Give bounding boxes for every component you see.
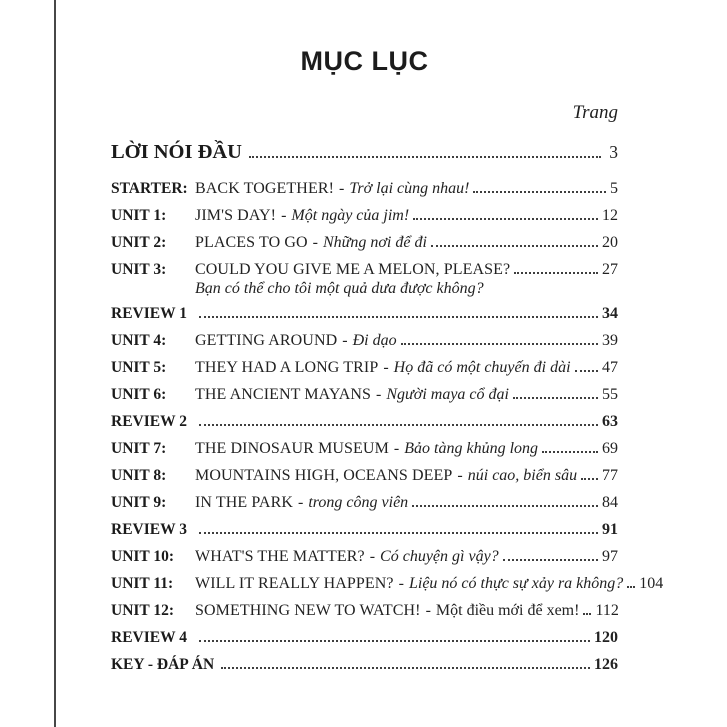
toc-entry bbox=[111, 489, 618, 516]
toc-entry-preface bbox=[111, 139, 618, 166]
entry-page-number: 20 bbox=[602, 234, 618, 251]
dot-leader bbox=[431, 245, 598, 247]
entry-separator: - bbox=[393, 440, 400, 457]
entry-label: UNIT 9: bbox=[111, 494, 167, 511]
dot-leader bbox=[581, 478, 598, 480]
toc-entry bbox=[111, 354, 618, 381]
entry-title-en: WHAT'S THE MATTER? bbox=[195, 548, 365, 565]
toc-entry bbox=[111, 327, 618, 354]
entry-page-number: 112 bbox=[595, 602, 619, 619]
entry-label: REVIEW 1 bbox=[111, 305, 187, 322]
entry-label: UNIT 1: bbox=[111, 207, 167, 224]
toc-list bbox=[111, 175, 664, 678]
toc-entry-review bbox=[111, 516, 618, 543]
toc-entry-review bbox=[111, 408, 618, 435]
entry-page-number: 5 bbox=[610, 180, 618, 197]
entry-title-vi: Một ngày của jim! bbox=[291, 207, 410, 224]
toc-entry bbox=[111, 597, 618, 624]
dot-leader bbox=[575, 370, 598, 372]
entry-page-number: 27 bbox=[602, 261, 618, 278]
toc-entry bbox=[111, 202, 618, 229]
entry-separator: - bbox=[281, 207, 287, 224]
entry-page-number: 120 bbox=[594, 629, 618, 646]
dot-leader bbox=[473, 191, 606, 193]
entry-title-vi: trong công viên bbox=[308, 494, 409, 511]
entry-separator: - bbox=[312, 234, 318, 251]
toc-page bbox=[111, 0, 664, 678]
dot-leader bbox=[221, 667, 590, 669]
entry-separator: - bbox=[298, 494, 304, 511]
entry-title-en: IN THE PARK bbox=[195, 494, 294, 511]
entry-title-vi: Một điều mới để xem! bbox=[435, 602, 580, 619]
entry-page-number: 55 bbox=[602, 386, 618, 403]
entry-page-number: 12 bbox=[602, 207, 618, 224]
entry-title-en: JIM'S DAY! bbox=[195, 207, 277, 224]
entry-label: LỜI NÓI ĐẦU bbox=[111, 141, 242, 163]
entry-separator: - bbox=[398, 575, 404, 592]
entry-title-vi: Những nơi để đi bbox=[322, 234, 427, 251]
page-title: MỤC LỤC bbox=[300, 46, 429, 76]
toc-entry-review bbox=[111, 300, 618, 327]
entry-page-number: 39 bbox=[602, 332, 618, 349]
dot-leader bbox=[199, 532, 598, 534]
entry-page-number: 126 bbox=[594, 656, 618, 673]
toc-entry bbox=[111, 229, 618, 256]
entry-label: REVIEW 4 bbox=[111, 629, 187, 646]
toc-entry bbox=[111, 570, 664, 597]
entry-title-en: THE DINOSAUR MUSEUM bbox=[195, 440, 389, 457]
dot-leader bbox=[413, 218, 598, 220]
entry-page-number: 34 bbox=[602, 305, 618, 322]
entry-separator: - bbox=[376, 386, 382, 403]
entry-page-number: 47 bbox=[602, 359, 618, 376]
entry-page-number: 91 bbox=[602, 521, 618, 538]
entry-label: UNIT 5: bbox=[111, 359, 167, 376]
entry-title-en: PLACES TO GO bbox=[195, 234, 308, 251]
entry-page-number: 63 bbox=[602, 413, 618, 430]
toc-entry bbox=[111, 381, 618, 408]
entry-label: REVIEW 3 bbox=[111, 521, 187, 538]
dot-leader bbox=[583, 613, 591, 615]
page-column-header: Trang bbox=[572, 102, 618, 123]
entry-title-vi: Họ đã có một chuyến đi dài bbox=[393, 359, 571, 376]
entry-separator: - bbox=[383, 359, 389, 376]
entry-page-number: 97 bbox=[602, 548, 618, 565]
entry-label: UNIT 11: bbox=[111, 575, 174, 592]
dot-leader bbox=[513, 397, 598, 399]
entry-label: UNIT 6: bbox=[111, 386, 167, 403]
entry-title-vi: Có chuyện gì vậy? bbox=[380, 548, 499, 565]
toc-entry bbox=[111, 462, 618, 489]
entry-title-en: THEY HAD A LONG TRIP bbox=[195, 359, 379, 376]
entry-separator: - bbox=[369, 548, 376, 565]
entry-separator: - bbox=[425, 602, 431, 619]
entry-label: KEY - ĐÁP ÁN bbox=[111, 656, 215, 673]
entry-title-vi: núi cao, biển sâu bbox=[467, 467, 578, 484]
dot-leader bbox=[199, 640, 590, 642]
entry-label: UNIT 2: bbox=[111, 234, 167, 251]
entry-title-vi: Bạn có thể cho tôi một quả dưa được không? bbox=[195, 280, 484, 297]
entry-page-number: 3 bbox=[609, 142, 618, 162]
scan-edge-line bbox=[54, 0, 56, 727]
entry-title-en: THE ANCIENT MAYANS bbox=[195, 386, 372, 403]
toc-entry bbox=[111, 543, 618, 570]
entry-title-en: MOUNTAINS HIGH, OCEANS DEEP bbox=[195, 467, 453, 484]
entry-separator: - bbox=[339, 180, 345, 197]
entry-title-en: COULD YOU GIVE ME A MELON, PLEASE? bbox=[195, 261, 511, 278]
entry-title-vi: Bảo tàng khủng long bbox=[404, 440, 539, 457]
entry-page-number: 69 bbox=[602, 440, 618, 457]
toc-entry bbox=[111, 175, 618, 202]
entry-page-number: 77 bbox=[602, 467, 618, 484]
entry-label: UNIT 10: bbox=[111, 548, 175, 565]
entry-label: UNIT 8: bbox=[111, 467, 167, 484]
entry-title-vi: Đi dạo bbox=[352, 332, 397, 349]
dot-leader bbox=[503, 559, 598, 561]
toc-entry bbox=[111, 435, 618, 462]
entry-title-vi: Người maya cổ đại bbox=[386, 386, 509, 403]
toc-entry-key bbox=[111, 651, 618, 678]
entry-label: UNIT 12: bbox=[111, 602, 175, 619]
entry-page-number: 104 bbox=[639, 575, 664, 592]
entry-title-en: WILL IT REALLY HAPPEN? bbox=[195, 575, 394, 592]
dot-leader bbox=[542, 451, 598, 453]
entry-separator: - bbox=[342, 332, 348, 349]
entry-title-vi: Liệu nó có thực sự xảy ra không? bbox=[408, 575, 624, 592]
dot-leader bbox=[249, 156, 601, 158]
dot-leader bbox=[199, 316, 598, 318]
entry-label: STARTER: bbox=[111, 180, 188, 197]
entry-title-en: SOMETHING NEW TO WATCH! bbox=[195, 602, 421, 619]
entry-label: UNIT 3: bbox=[111, 261, 167, 278]
entry-separator: - bbox=[457, 467, 463, 484]
dot-leader bbox=[401, 343, 598, 345]
dot-leader bbox=[627, 586, 635, 588]
entry-page-number: 84 bbox=[602, 494, 618, 511]
dot-leader bbox=[199, 424, 598, 426]
entry-title-vi: Trở lại cùng nhau! bbox=[349, 180, 470, 197]
toc-entry-review bbox=[111, 624, 618, 651]
entry-title-en: BACK TOGETHER! bbox=[195, 180, 335, 197]
dot-leader bbox=[514, 272, 598, 274]
entry-label: UNIT 4: bbox=[111, 332, 167, 349]
entry-title-en: GETTING AROUND bbox=[195, 332, 338, 349]
dot-leader bbox=[412, 505, 598, 507]
entry-label: UNIT 7: bbox=[111, 440, 167, 457]
entry-label: REVIEW 2 bbox=[111, 413, 187, 430]
